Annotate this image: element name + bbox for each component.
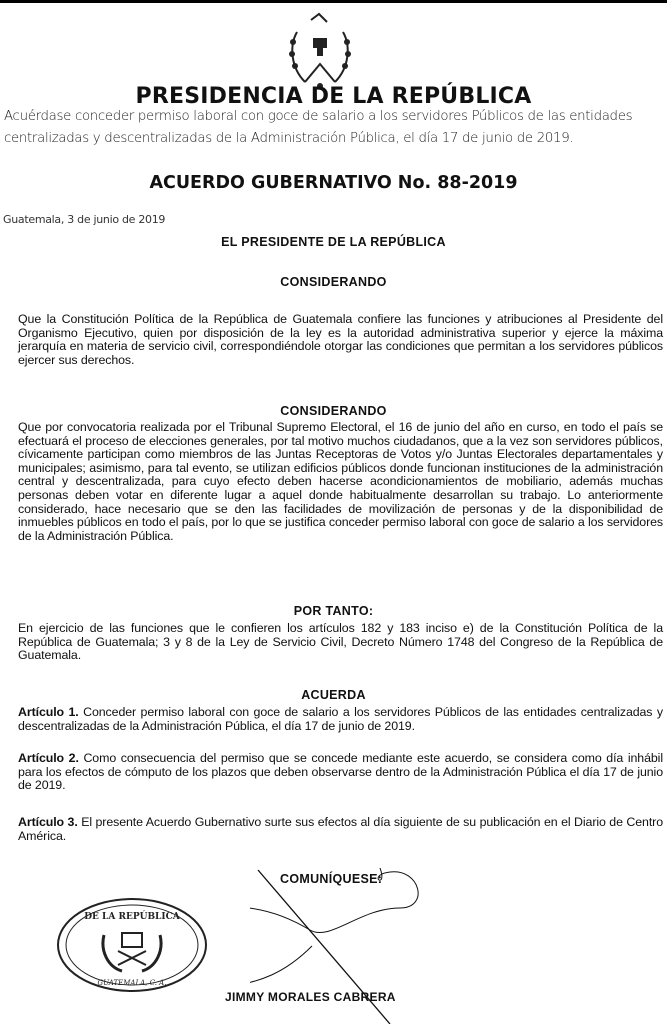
coat-of-arms-icon: [283, 12, 357, 92]
considerando-heading: CONSIDERANDO: [280, 404, 387, 418]
svg-text:DE LA REPÚBLICA: DE LA REPÚBLICA: [84, 912, 180, 922]
article: [18, 816, 663, 843]
article-label: Artículo 2.: [18, 751, 79, 765]
signer-name: JIMMY MORALES CABRERA: [225, 990, 396, 1004]
svg-text:GUATEMALA, C. A.: GUATEMALA, C. A.: [97, 979, 167, 987]
acuerda-heading: ACUERDA: [301, 688, 366, 702]
place-date: Guatemala, 3 de junio de 2019: [3, 213, 166, 226]
article-label: Artículo 3.: [18, 815, 78, 829]
considerando-paragraph: Que por convocatoria realizada por el Tribunal Supremo Electoral, el 16 de junio del año en curso, en todo el país se efectuará el proceso de elecciones generales, por tal motivo muchos ciudadanos, que a la vez son servidores públicos, cívicamente participan como miembros de las Juntas Receptoras de Votos y/o Juntas Electorales departamentales y municipales; asimismo, para tal evento, se utilizan edificios públicos donde funcionan instituciones de la administración central y descentralizada, para cuyo efecto deben hacerse acondicionamientos de mobiliario, además muchas personas deben votar en diferente lugar a aquel donde habitualmente desarrollan su trabajo. Lo anteriormente considerado, hace necesario que se den las facilidades de movilización de personas y de la disponibilidad de inmuebles públicos en todo el país, por lo que se justifica conceder permiso laboral con goce de salario a los servidores de la Administración Pública.: [18, 420, 663, 543]
top-border: [0, 0, 667, 3]
summary: [4, 106, 667, 150]
page-title: PRESIDENCIA DE LA REPÚBLICA: [135, 84, 532, 109]
considerando-heading: CONSIDERANDO: [280, 275, 387, 289]
article-text: Conceder permiso laboral con goce de salario a los servidores Públicos de las entidades centralizadas y descentralizadas de la Administración Pública, el día 17 de junio de 2019.: [18, 705, 663, 733]
article: [18, 706, 663, 733]
issuer-heading: EL PRESIDENTE DE LA REPÚBLICA: [221, 235, 446, 249]
article-label: Artículo 1.: [18, 705, 79, 719]
closing: COMUNÍQUESE:: [280, 872, 383, 886]
summary-line: centralizadas y descentralizadas de la Administración Pública, el día 17 de junio de 2019.: [4, 131, 574, 146]
article-text: El presente Acuerdo Gubernativo surte sus efectos al día siguiente de su publicación en el Diario de Centro América.: [18, 815, 663, 843]
considerando-paragraph: Que la Constitución Política de la República de Guatemala confiere las funciones y atribuciones al Presidente del Organismo Ejecutivo, quien por disposición de la ley es la autoridad administrativa superior y ejerce la máxima jerarquía en materia de servicio civil, correspondiéndole otorgar las condiciones que permitan a los servidores públicos ejercer sus derechos.: [18, 312, 663, 367]
presidential-seal-icon: [52, 895, 217, 995]
por-tanto-paragraph: En ejercicio de las funciones que le confieren los artículos 182 y 183 inciso e) de la Constitución Política de la República de Guatemala; 3 y 8 de la Ley de Servicio Civil, Decreto Número 1748 del Congreso de la República de Guatemala.: [18, 621, 663, 663]
article: [18, 752, 663, 793]
article-text: Como consecuencia del permiso que se concede mediante este acuerdo, se considera como día inhábil para los efectos de cómputo de los plazos que deben observarse dentro de la Administración Pública el día 17 de junio de 2019.: [18, 751, 663, 793]
agreement-number: ACUERDO GUBERNATIVO No. 88-2019: [149, 173, 518, 193]
summary-line: Acuérdase conceder permiso laboral con goce de salario a los servidores Públicos de las entidades: [4, 109, 633, 124]
por-tanto-heading: POR TANTO:: [293, 604, 374, 618]
